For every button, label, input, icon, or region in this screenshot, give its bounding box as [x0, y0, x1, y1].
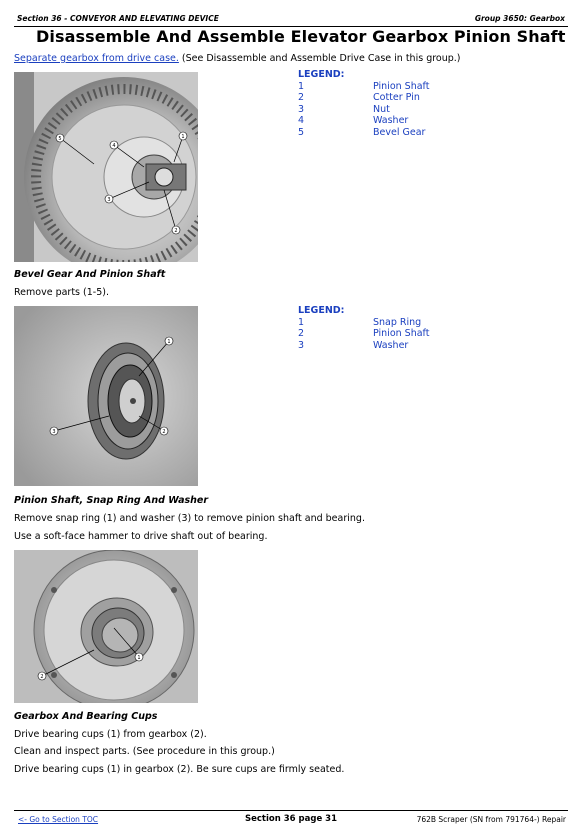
- legend-item: 3 Washer: [298, 339, 409, 351]
- callout-1: [165, 337, 173, 345]
- callout-2: [172, 226, 180, 234]
- svg-text:1: 1: [167, 339, 171, 345]
- figure-3-instruction-3: Drive bearing cups (1) in gearbox (2). Be sure cups are firmly seated.: [14, 764, 345, 775]
- bevel-gear-photo: [14, 72, 198, 262]
- callout-1: [179, 132, 187, 140]
- callout-3: [105, 195, 113, 203]
- svg-text:3: 3: [107, 197, 111, 203]
- intro-text: (See Disassemble and Assemble Drive Case in this group.): [178, 53, 461, 64]
- svg-text:2: 2: [40, 674, 44, 680]
- group-title: Group 3650: Gearbox: [474, 14, 565, 23]
- svg-text:5: 5: [58, 136, 62, 142]
- section-toc-link[interactable]: <- Go to Section TOC: [18, 815, 99, 824]
- figure-3-instruction-1: Drive bearing cups (1) from gearbox (2).: [14, 729, 207, 740]
- figure-3-instruction-2: Clean and inspect parts. (See procedure in this group.): [14, 746, 275, 757]
- figure-3-caption: Gearbox And Bearing Cups: [14, 711, 158, 722]
- svg-text:4: 4: [112, 143, 116, 149]
- svg-text:2: 2: [174, 228, 178, 234]
- separate-gearbox-link[interactable]: Separate gearbox from drive case.: [14, 53, 179, 64]
- page-title: Disassemble And Assemble Elevator Gearbox Pinion Shaft: [36, 27, 566, 46]
- callout-2: [38, 672, 46, 680]
- page-header: [14, 10, 568, 27]
- callout-4: [110, 141, 118, 149]
- figure-1-caption: Bevel Gear And Pinion Shaft: [14, 269, 166, 280]
- callout-3: [50, 427, 58, 435]
- svg-text:1: 1: [181, 134, 185, 140]
- legend-figure-1: [298, 69, 430, 138]
- legend-heading: LEGEND:: [298, 69, 345, 80]
- legend-item: 1 Snap Ring: [298, 316, 422, 328]
- callout-1: [135, 653, 143, 661]
- figure-1-instruction: Remove parts (1-5).: [14, 287, 109, 298]
- page-number: Section 36 page 31: [245, 814, 337, 824]
- intro-paragraph: [14, 53, 461, 64]
- legend-item: 5 Bevel Gear: [298, 126, 426, 138]
- legend-figure-2: [298, 305, 430, 351]
- figure-2-instruction-2: Use a soft-face hammer to drive shaft out of bearing.: [14, 531, 268, 542]
- figure-2-instruction-1: Remove snap ring (1) and washer (3) to remove pinion shaft and bearing.: [14, 513, 365, 524]
- callout-2: [160, 427, 168, 435]
- callout-5: [56, 134, 64, 142]
- page-footer: [14, 810, 568, 825]
- figure-2-caption: Pinion Shaft, Snap Ring And Washer: [14, 495, 209, 506]
- svg-text:2: 2: [162, 429, 166, 435]
- legend-item: 2 Pinion Shaft: [298, 328, 430, 339]
- legend-item: 2 Cotter Pin: [298, 92, 420, 103]
- manual-title: 762B Scraper (SN from 791764-) Repair: [416, 815, 566, 824]
- pinion-shaft-photo: [14, 306, 198, 486]
- gearbox-bearing-cups-photo: [14, 550, 198, 703]
- legend-item: 4 Washer: [298, 115, 409, 126]
- section-title: Section 36 - CONVEYOR AND ELEVATING DEVICE: [17, 14, 219, 23]
- legend-item: 1 Pinion Shaft: [298, 80, 430, 92]
- legend-heading: LEGEND:: [298, 305, 345, 316]
- svg-text:3: 3: [52, 429, 56, 435]
- legend-item: 3 Nut: [298, 103, 390, 115]
- svg-text:1: 1: [137, 655, 141, 661]
